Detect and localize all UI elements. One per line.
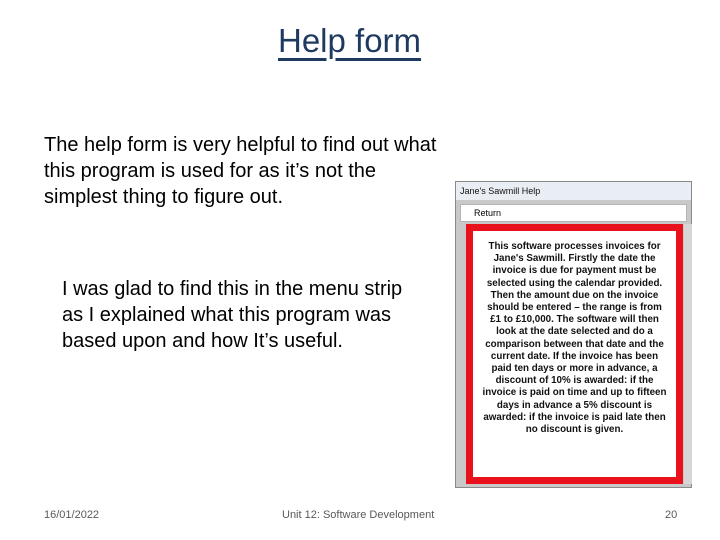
- window-title: Jane's Sawmill Help: [460, 186, 541, 196]
- slide-title: Help form: [278, 22, 422, 59]
- slide-paragraph-menu-strip: I was glad to find this in the menu strip as I explained what this program was based upon and how It’s useful.: [62, 278, 403, 352]
- window-titlebar: [456, 182, 691, 200]
- menu-item-return[interactable]: Return: [474, 208, 502, 218]
- slide-paragraph-intro: The help form is very helpful to find out what this program is used for as it’s not the simplest thing to figure out.: [44, 134, 437, 208]
- menu-strip: [460, 204, 687, 222]
- help-text: This software processes invoices for Jane's Sawmill. Firstly the date the invoice is due for payment must be selected using the calendar provided. Then the amount due on the invoice should be entered – the range is from £1 to £10,000. The software will then look at the date selected and do a comparison between that date and the current date. If the invoice has been paid ten days or more in advance, a discount of 10% is awarded: if the invoice is paid on time and up to fifteen days in advance a 5% discount is awarded: if the invoice is paid late then no discount is given.: [473, 231, 676, 477]
- footer-page-number: 20: [665, 509, 678, 521]
- help-form-screenshot: [455, 181, 692, 488]
- footer-unit: Unit 12: Software Development: [282, 509, 435, 521]
- help-text-frame: [466, 224, 683, 484]
- footer-date: 16/01/2022: [44, 509, 100, 521]
- window-scroll-strip: [684, 224, 692, 484]
